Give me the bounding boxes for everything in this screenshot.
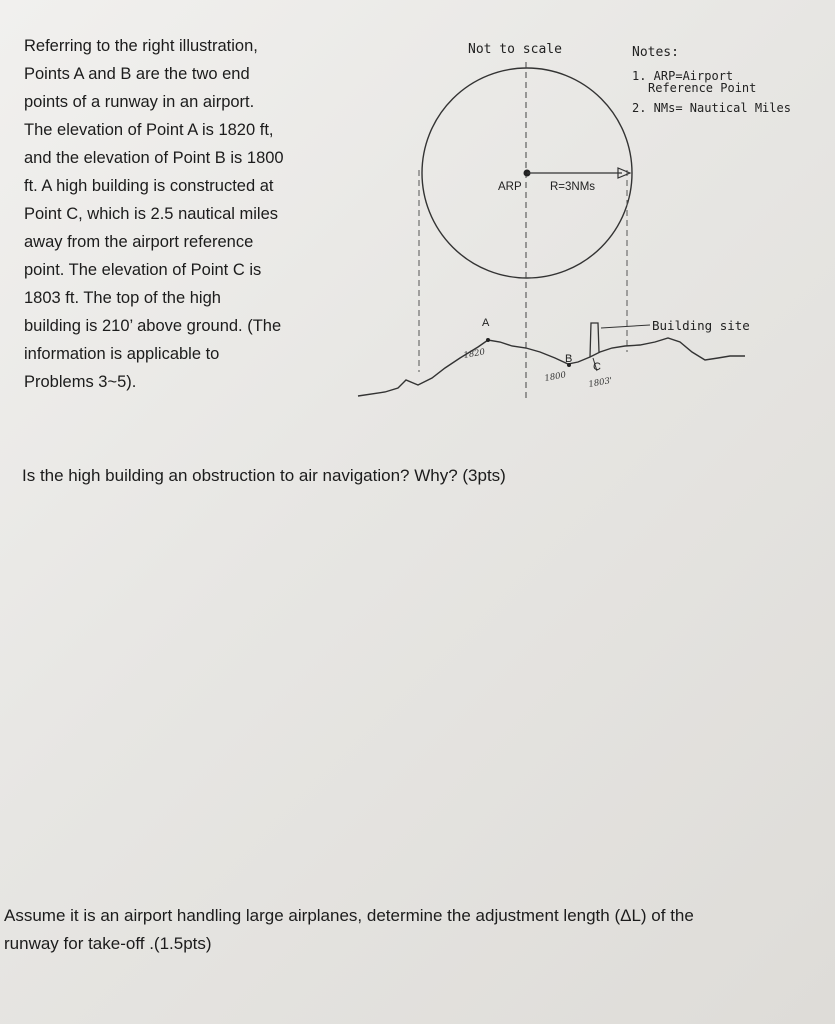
handwritten-elevation-b: 1800 <box>543 370 567 384</box>
notes-title: Notes: <box>632 45 679 60</box>
intro-line: away from the airport reference <box>24 233 254 251</box>
question-1: Is the high building an obstruction to air navigation? Why? (3pts) <box>22 466 506 485</box>
intro-line: Problems 3~5). <box>24 373 137 391</box>
intro-line: ft. A high building is constructed at <box>24 177 274 195</box>
point-a-label: A <box>482 317 490 329</box>
intro-line: 1803 ft. The top of the high <box>24 289 221 307</box>
intro-line: information is applicable to <box>24 345 220 363</box>
point-b-label: B <box>565 353 573 365</box>
intro-line: Point C, which is 2.5 nautical miles <box>24 205 279 223</box>
scale-note: Not to scale <box>468 42 562 57</box>
intro-line: point. The elevation of Point C is <box>24 261 262 279</box>
point-a-marker <box>486 338 490 342</box>
intro-line: Points A and B are the two end <box>24 65 250 83</box>
question-2 <box>4 902 824 958</box>
intro-line: points of a runway in an airport. <box>24 93 255 111</box>
note-1-line-1: 1. ARP=Airport <box>632 69 734 83</box>
intro-line: building is 210’ above ground. (The <box>24 317 282 335</box>
handwritten-elevation-a: 1820 <box>462 347 486 361</box>
building-leader <box>601 325 650 328</box>
radius-label: R=3NMs <box>550 181 596 193</box>
question-2-line: runway for take-off .(1.5pts) <box>4 934 212 953</box>
intro-line: Referring to the right illustration, <box>24 37 258 55</box>
point-c-label: C <box>593 361 601 373</box>
terrain-profile <box>358 338 745 396</box>
building-label: Building site <box>652 318 750 333</box>
intro-line: The elevation of Point A is 1820 ft, <box>24 121 274 139</box>
note-1-line-2: Reference Point <box>648 81 757 95</box>
note-2: 2. NMs= Nautical Miles <box>632 101 791 115</box>
building-outline <box>590 323 599 357</box>
arp-label: ARP <box>498 181 522 193</box>
question-2-line: Assume it is an airport handling large airplanes, determine the adjustment length (ΔL) of the <box>4 906 694 925</box>
handwritten-elevation-c: 1803' <box>587 375 614 390</box>
intro-line: and the elevation of Point B is 1800 <box>24 149 284 167</box>
